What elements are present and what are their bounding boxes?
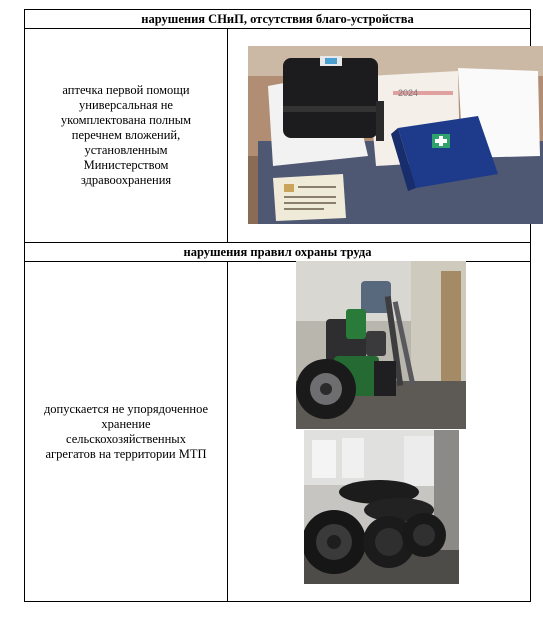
section-header-snip: нарушения СНиП, отсутствия благо-устройства <box>141 12 414 26</box>
first-aid-kit-photo <box>248 46 543 224</box>
column-divider <box>227 262 228 602</box>
equipment-storage-photo <box>296 261 466 429</box>
photo-label-year: 2024 <box>398 88 419 98</box>
tires-storage-photo <box>304 430 459 584</box>
description-storage: допускается не упорядоченное хранение сельскохозяйственных агрегатов на территории МТП <box>43 402 209 461</box>
section-header-labor-safety: нарушения правил охраны труда <box>183 245 372 259</box>
violations-table <box>24 9 531 602</box>
description-first-aid: аптечка первой помощи универсальная не укомплектована полным перечнем вложений, установленным Министерством здравоохранения <box>60 83 192 187</box>
column-divider <box>227 29 228 242</box>
